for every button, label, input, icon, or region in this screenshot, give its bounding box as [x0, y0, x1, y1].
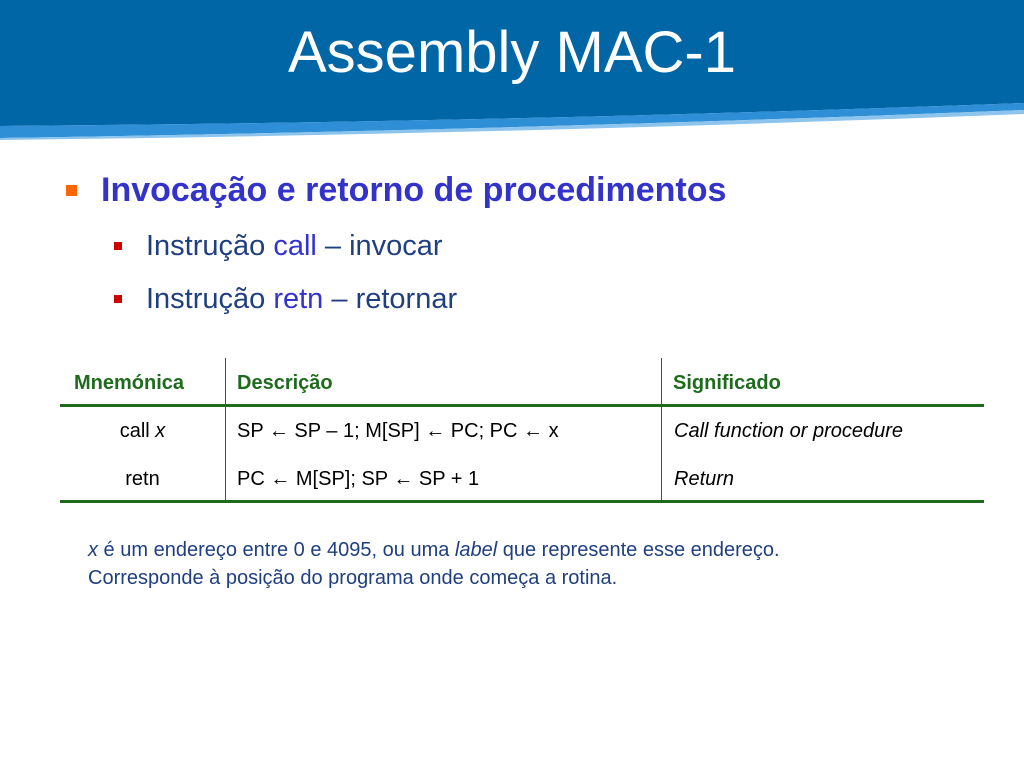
bullet-sub-retn — [114, 279, 457, 319]
footnote-text: que represente esse endereço. — [497, 539, 780, 561]
bullet-sub-call — [114, 226, 443, 266]
table-bottom-rule — [60, 500, 984, 503]
table-row-meaning: Call function or procedure — [674, 420, 904, 442]
footnote-variable: x — [88, 539, 98, 561]
red-square-bullet-icon — [114, 242, 122, 250]
table-row-mnemonic — [60, 467, 225, 491]
page-title: Assembly MAC-1 — [288, 20, 736, 85]
footnote-text: é um endereço entre 0 e 4095, ou uma — [98, 539, 455, 561]
footnote-line-2: Corresponde à posição do programa onde começa a rotina. — [88, 567, 618, 589]
table-header-description: Descrição — [237, 372, 333, 394]
footnote-line-1 — [88, 536, 988, 564]
table-column-divider — [225, 358, 226, 503]
table-row-description: SP ← SP – 1; M[SP] ← PC; PC ← x — [237, 420, 559, 442]
table-row-mnemonic — [60, 419, 225, 443]
table-header-meaning: Significado — [673, 372, 781, 394]
bullet-main-text: Invocação e retorno de procedimentos — [101, 170, 727, 209]
bullet-sub-suffix: – invocar — [316, 229, 443, 262]
instruction-table — [60, 358, 984, 503]
table-header-mnemonic: Mnemónica — [74, 372, 185, 394]
orange-square-bullet-icon — [66, 185, 77, 196]
table-column-divider — [661, 358, 662, 503]
table-header-rule — [60, 404, 984, 407]
bullet-sub-keyword: call — [273, 229, 317, 262]
bullet-main — [66, 165, 726, 215]
table-row-meaning: Return — [674, 468, 735, 490]
red-square-bullet-icon — [114, 295, 122, 303]
footnote-label-word: label — [454, 539, 498, 561]
mnemonic-text: call — [119, 420, 156, 442]
bullet-sub-prefix: Instrução — [146, 229, 274, 262]
bullet-sub-suffix: – retornar — [323, 282, 458, 315]
footnote — [88, 536, 988, 592]
slide-header — [0, 0, 1024, 140]
table-row-description: PC ← M[SP]; SP ← SP + 1 — [237, 468, 480, 490]
mnemonic-arg: x — [155, 420, 166, 442]
bullet-sub-keyword: retn — [273, 282, 324, 315]
mnemonic-text: retn — [125, 468, 160, 490]
bullet-sub-prefix: Instrução — [146, 282, 274, 315]
